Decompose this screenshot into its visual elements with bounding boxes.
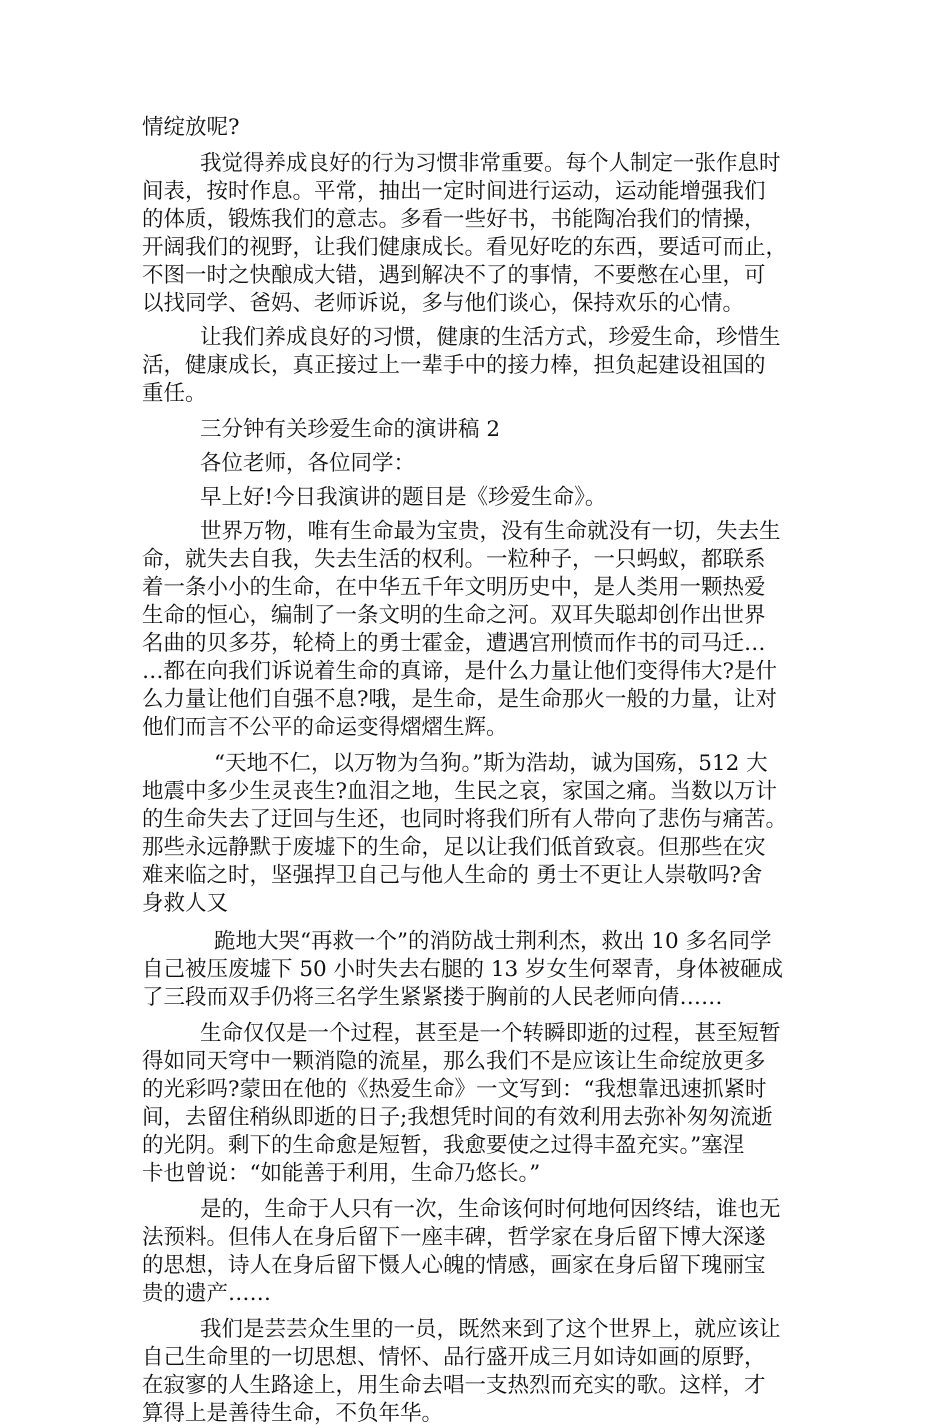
text-line: 各位老师，各位同学： — [200, 451, 416, 476]
text-line: 生命仅仅是一个过程，甚至是一个转瞬即逝的过程，甚至短暂 — [200, 1021, 781, 1046]
text-line: …都在向我们诉说着生命的真谛，是什么力量让他们变得伟大?是什 — [142, 659, 778, 684]
section-heading: 三分钟有关珍爱生命的演讲稿 2 — [200, 417, 501, 442]
text-line: 生命的恒心，编制了一条文明的生命之河。双耳失聪却创作出世界 — [142, 603, 766, 628]
text-line: 间，去留住稍纵即逝的日子;我想凭时间的有效利用去弥补匆匆流逝 — [142, 1105, 773, 1130]
text-line: 自己生命里的一切思想、情怀、品行盛开成三月如诗如画的原野， — [142, 1345, 766, 1370]
text-line: 的体质，锻炼我们的意志。多看一些好书，书能陶冶我们的情操， — [142, 207, 766, 232]
text-line: 开阔我们的视野，让我们健康成长。看见好吃的东西，要适可而止， — [142, 235, 788, 260]
text-line: 我觉得养成良好的行为习惯非常重要。每个人制定一张作息时 — [200, 151, 781, 176]
text-line: 算得上是善待生命，不负年华。 — [142, 1401, 444, 1426]
text-line: 早上好!今日我演讲的题目是《珍爱生命》。 — [200, 485, 607, 510]
text-line: 他们而言不公平的命运变得熠熠生辉。 — [142, 715, 508, 740]
text-line: 身救人又 — [142, 891, 229, 916]
text-line: 活，健康成长，真正接过上一辈手中的接力棒，担负起建设祖国的 — [142, 353, 766, 378]
text-line: 以找同学、爸妈、老师诉说，多与他们谈心，保持欢乐的心情。 — [142, 291, 745, 316]
text-line: 得如同天穹中一颗消隐的流星，那么我们不是应该让生命绽放更多 — [142, 1049, 766, 1074]
text-line: 么力量让他们自强不息?哦，是生命，是生命那火一般的力量，让对 — [142, 687, 778, 712]
text-line: 那些永远静默于废墟下的生命，足以让我们低首致哀。但那些在灾 — [142, 835, 766, 860]
text-line: 让我们养成良好的习惯，健康的生活方式，珍爱生命，珍惜生 — [200, 325, 781, 350]
text-line: 情绽放呢? — [142, 115, 240, 140]
text-line: 了三段而双手仍将三名学生紧紧搂于胸前的人民老师向倩…… — [142, 985, 723, 1010]
text-line: 世界万物，唯有生命最为宝贵，没有生命就没有一切，失去生 — [200, 519, 781, 544]
text-line: 的光彩吗?蒙田在他的《热爱生命》一文写到：“我想靠迅速抓紧时 — [142, 1077, 767, 1102]
text-line: 命，就失去自我，失去生活的权利。一粒种子，一只蚂蚁，都联系 — [142, 547, 766, 572]
text-line: 在寂寥的人生路途上，用生命去唱一支热烈而充实的歌。这样，才 — [142, 1373, 766, 1398]
text-line: 名曲的贝多芬，轮椅上的勇士霍金，遭遇宫刑愤而作书的司马迁… — [142, 631, 766, 656]
text-line: 自己被压废墟下 50 小时失去右腿的 13 岁女生何翠青，身体被砸成 — [142, 957, 784, 982]
text-line: 跪地大哭“再救一个”的消防战士荆利杰，救出 10 多名同学 — [214, 929, 772, 954]
text-line: 不图一时之快酿成大错，遇到解决不了的事情，不要憋在心里，可 — [142, 263, 766, 288]
text-line: 的光阴。剩下的生命愈是短暂，我愈要使之过得丰盈充实。”塞涅 — [142, 1133, 745, 1158]
text-line: 难来临之时，坚强捍卫自己与他人生命的 勇士不更让人崇敬吗?舍 — [142, 863, 763, 888]
text-line: 我们是芸芸众生里的一员，既然来到了这个世界上，就应该让 — [200, 1317, 781, 1342]
text-line: 是的，生命于人只有一次，生命该何时何地何因终结，谁也无 — [200, 1197, 781, 1222]
text-line: “天地不仁，以万物为刍狗。”斯为浩劫，诚为国殇，512 大 — [214, 751, 768, 776]
text-line: 着一条小小的生命，在中华五千年文明历史中，是人类用一颗热爱 — [142, 575, 766, 600]
text-line: 的生命失去了迂回与生还，也同时将我们所有人带向了悲伤与痛苦。 — [142, 807, 788, 832]
text-line: 重任。 — [142, 381, 207, 406]
text-line: 间表，按时作息。平常，抽出一定时间进行运动，运动能增强我们 — [142, 179, 766, 204]
text-line: 贵的遗产…… — [142, 1281, 272, 1306]
text-line: 法预料。但伟人在身后留下一座丰碑，哲学家在身后留下博大深遂 — [142, 1225, 766, 1250]
text-line: 的思想，诗人在身后留下慑人心魄的情感，画家在身后留下瑰丽宝 — [142, 1253, 766, 1278]
text-line: 地震中多少生灵丧生?血泪之地，生民之哀，家国之痛。当数以万计 — [142, 779, 778, 804]
text-line: 卡也曾说：“如能善于利用，生命乃悠长。” — [142, 1161, 541, 1186]
